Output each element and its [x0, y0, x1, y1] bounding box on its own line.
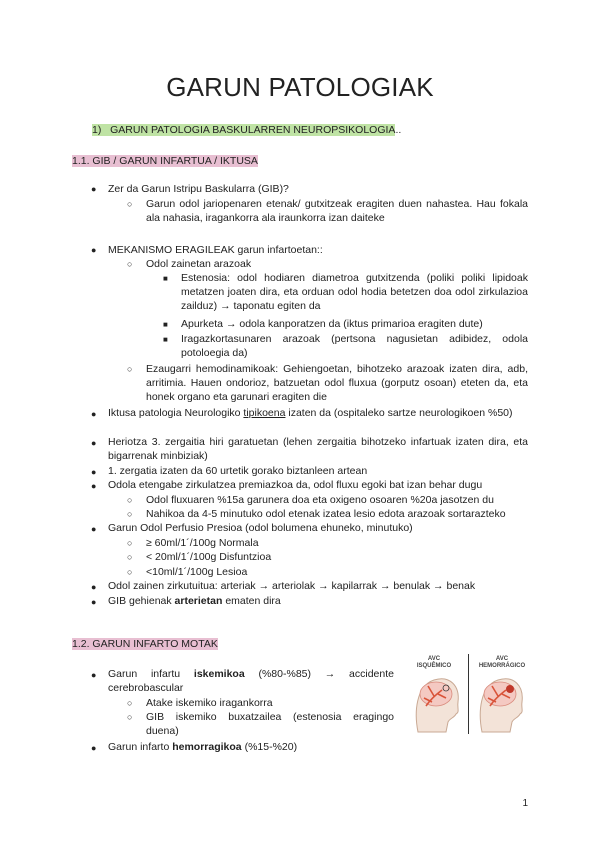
- heading-1-2: 1.2. GARUN INFARTO MOTAK: [72, 638, 218, 650]
- nahikoa: Nahikoa da 4-5 minutuko odol etenak izatea lesio edota arazoak sortarazteko: [146, 508, 506, 520]
- bullet-dot: ●: [91, 524, 97, 534]
- bullet-dot: ●: [91, 467, 97, 477]
- avc-isquemico-label: AVC ISQUÊMICO: [416, 656, 452, 669]
- bullet-dot: ●: [91, 184, 97, 194]
- bullet-dot: ●: [91, 409, 97, 419]
- bullet-dot: ●: [91, 481, 97, 491]
- bullet-dot: ●: [91, 670, 97, 680]
- perfusio-presioa: Garun Odol Perfusio Presioa (odol bolumena ehuneko, minutuko): [108, 522, 413, 534]
- iragazkortasuna: Iragazkortasunaren arazoak (pertsona nagusietan adibidez, odola potoloegia da): [181, 333, 528, 359]
- odola-zirkulatzea: Odola etengabe zirkulatzea premiazkoa da, odol fluxu egoki bat izan behar dugu: [108, 479, 483, 491]
- bullet-circle: ○: [127, 495, 133, 505]
- avc-illustration: [404, 654, 532, 736]
- odol-fluxua: Odol fluxuaren %15a garunera doa eta oxigeno osoaren %20a jasotzen du: [146, 494, 494, 506]
- zergatia-1: 1. zergatia izaten da 60 urtetik gorako biztanleen artean: [108, 465, 368, 477]
- bullet-square: ■: [163, 274, 168, 283]
- bullet-circle: ○: [127, 259, 133, 269]
- bullet-circle: ○: [127, 199, 133, 209]
- bullet-dot: ●: [91, 438, 97, 448]
- perfusio-disfuntzioa: < 20ml/1´/100g Disfuntzioa: [146, 551, 272, 563]
- bullet-circle: ○: [127, 567, 133, 577]
- bullet-square: ■: [163, 320, 168, 329]
- iktusa: Iktusa patologia Neurologiko tipikoena izaten da (ospitaleko sartze neurologikoen %50): [108, 407, 513, 419]
- question-gib: Zer da Garun Istripu Baskularra (GIB)?: [108, 183, 289, 195]
- bullet-circle: ○: [127, 364, 133, 374]
- gib-arterietan: GIB gehienak arterietan ematen dira: [108, 595, 281, 607]
- bullet-square: ■: [163, 335, 168, 344]
- brain-heads-icon: [404, 672, 532, 734]
- bullet-dot: ●: [91, 597, 97, 607]
- bullet-dot: ●: [91, 743, 97, 753]
- bullet-dot: ●: [91, 245, 97, 255]
- page-number: 1: [522, 798, 528, 809]
- bullet-circle: ○: [127, 538, 133, 548]
- bullet-circle: ○: [127, 509, 133, 519]
- section-1-heading: 1) GARUN PATOLOGIA BASKULARREN NEUROPSIKOLOGIA..: [92, 124, 402, 136]
- bullet-circle: ○: [127, 698, 133, 708]
- avc-hemorragico-label: AVC HEMORRÁGICO: [478, 656, 526, 669]
- gib-buxatzailea: GIB iskemiko buxatzailea (estenosia eragingo duena): [146, 711, 394, 737]
- iskemikoa: Garun infartu iskemikoa (%80-%85) → accidente cerebrobascular: [108, 668, 394, 694]
- page-title: GARUN PATOLOGIAK: [166, 72, 434, 102]
- odol-zainetan: Odol zainetan arazoak: [146, 258, 252, 270]
- perfusio-lesioa: <10ml/1´/100g Lesioa: [146, 566, 248, 578]
- bullet-circle: ○: [127, 712, 133, 722]
- heading-1-1: 1.1. GIB / GARUN INFARTUA / IKTUSA: [72, 155, 258, 167]
- bullet-dot: ●: [91, 582, 97, 592]
- atake-iskemikoa: Atake iskemiko iragankorra: [146, 697, 273, 709]
- estenosia: Estenosia: odol hodiaren diametroa gutxitzenda (poliki poliki lipidoak metatzen joaten dira, eta orduan odol hodia betetzen doa odol zirkulazioa zailduz) → taponatu egiten da: [181, 272, 528, 312]
- perfusio-normala: ≥ 60ml/1´/100g Normala: [146, 537, 259, 549]
- hemodinamikoak: Ezaugarri hemodinamikoak: Gehiengoetan, bihotzeko arazoak izaten dira, adb, arritimia. Hauen ondorioz, batzuetan odol fluxua (gorputz osoan) eteten da, eta honek organo eta garunari eragiten die: [146, 363, 528, 403]
- zirkuitua: Odol zainen zirkutuitua: arteriak → arteriolak → kapilarrak → benulak → benak: [108, 580, 476, 592]
- bullet-circle: ○: [127, 552, 133, 562]
- answer-gib: Garun odol jariopenaren etenak/ gutxitzeak eragiten duen nahastea. Hau fokala ala nahasia, iragankorra ala iraunkorra izan daiteke: [146, 198, 528, 224]
- heriotza: Heriotza 3. zergaitia hiri garatuetan (lehen zergaitia bihotzeko infartuak izaten dira, eta bigarrenak minbiziak): [108, 436, 528, 462]
- mekanismo-heading: MEKANISMO ERAGILEAK garun infartoetan::: [108, 244, 323, 256]
- apurketa: Apurketa → odola kanporatzen da (iktus primarioa eragiten dute): [181, 318, 483, 330]
- hemorragikoa: Garun infarto hemorragikoa (%15-%20): [108, 741, 298, 753]
